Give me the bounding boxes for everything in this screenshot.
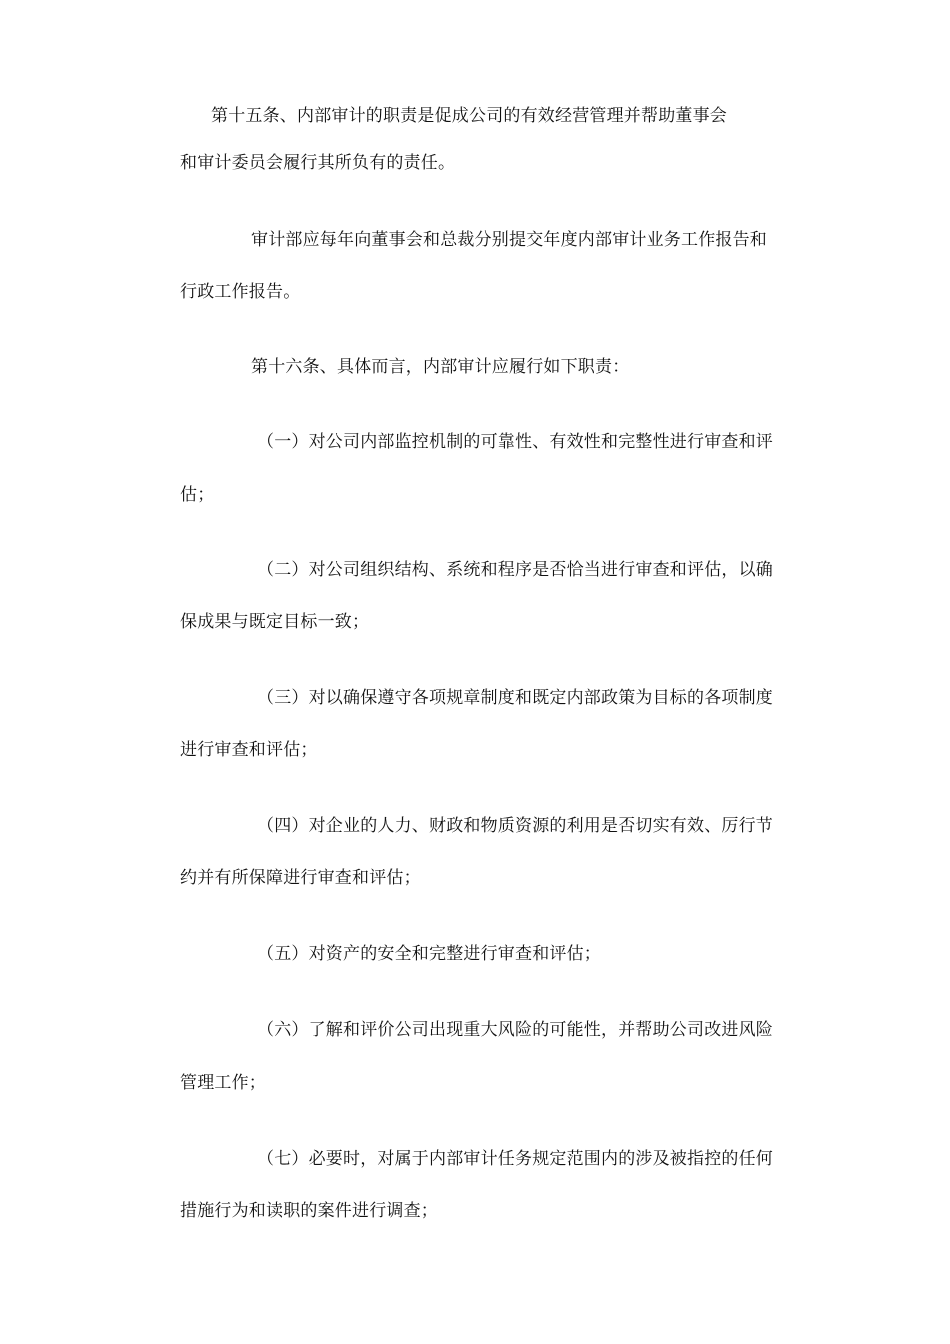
article-16-heading: 第十六条、具体而言，内部审计应履行如下职责： [251,357,630,377]
duty-4-line-2: 约并有所保障进行审查和评估； [180,868,421,888]
duty-3-line-1: （三）对以确保遵守各项规章制度和既定内部政策为目标的各项制度 [257,688,773,708]
duty-6-line-1: （六）了解和评价公司出现重大风险的可能性，并帮助公司改进风险 [257,1020,773,1040]
duty-7-line-2: 措施行为和读职的案件进行调查； [180,1201,438,1221]
duty-7-line-1: （七）必要时，对属于内部审计任务规定范围内的涉及被指控的任何 [257,1149,773,1169]
duty-1-line-1: （一）对公司内部监控机制的可靠性、有效性和完整性进行审查和评 [257,432,773,452]
duty-3-line-2: 进行审查和评估； [180,740,318,760]
annual-report-line-2: 行政工作报告。 [180,282,301,302]
duty-5-line-1: （五）对资产的安全和完整进行审查和评估； [257,944,601,964]
annual-report-line-1: 审计部应每年向董事会和总裁分别提交年度内部审计业务工作报告和 [251,230,767,250]
article-15-line-1: 第十五条、内部审计的职责是促成公司的有效经营管理并帮助董事会 [211,106,727,126]
duty-6-line-2: 管理工作； [180,1073,266,1093]
duty-2-line-1: （二）对公司组织结构、系统和程序是否恰当进行审查和评估，以确 [257,560,773,580]
article-15-line-2: 和审计委员会履行其所负有的责任。 [180,153,456,173]
duty-2-line-2: 保成果与既定目标一致； [180,612,370,632]
duty-4-line-1: （四）对企业的人力、财政和物质资源的利用是否切实有效、厉行节 [257,816,773,836]
duty-1-line-2: 估； [180,485,215,505]
